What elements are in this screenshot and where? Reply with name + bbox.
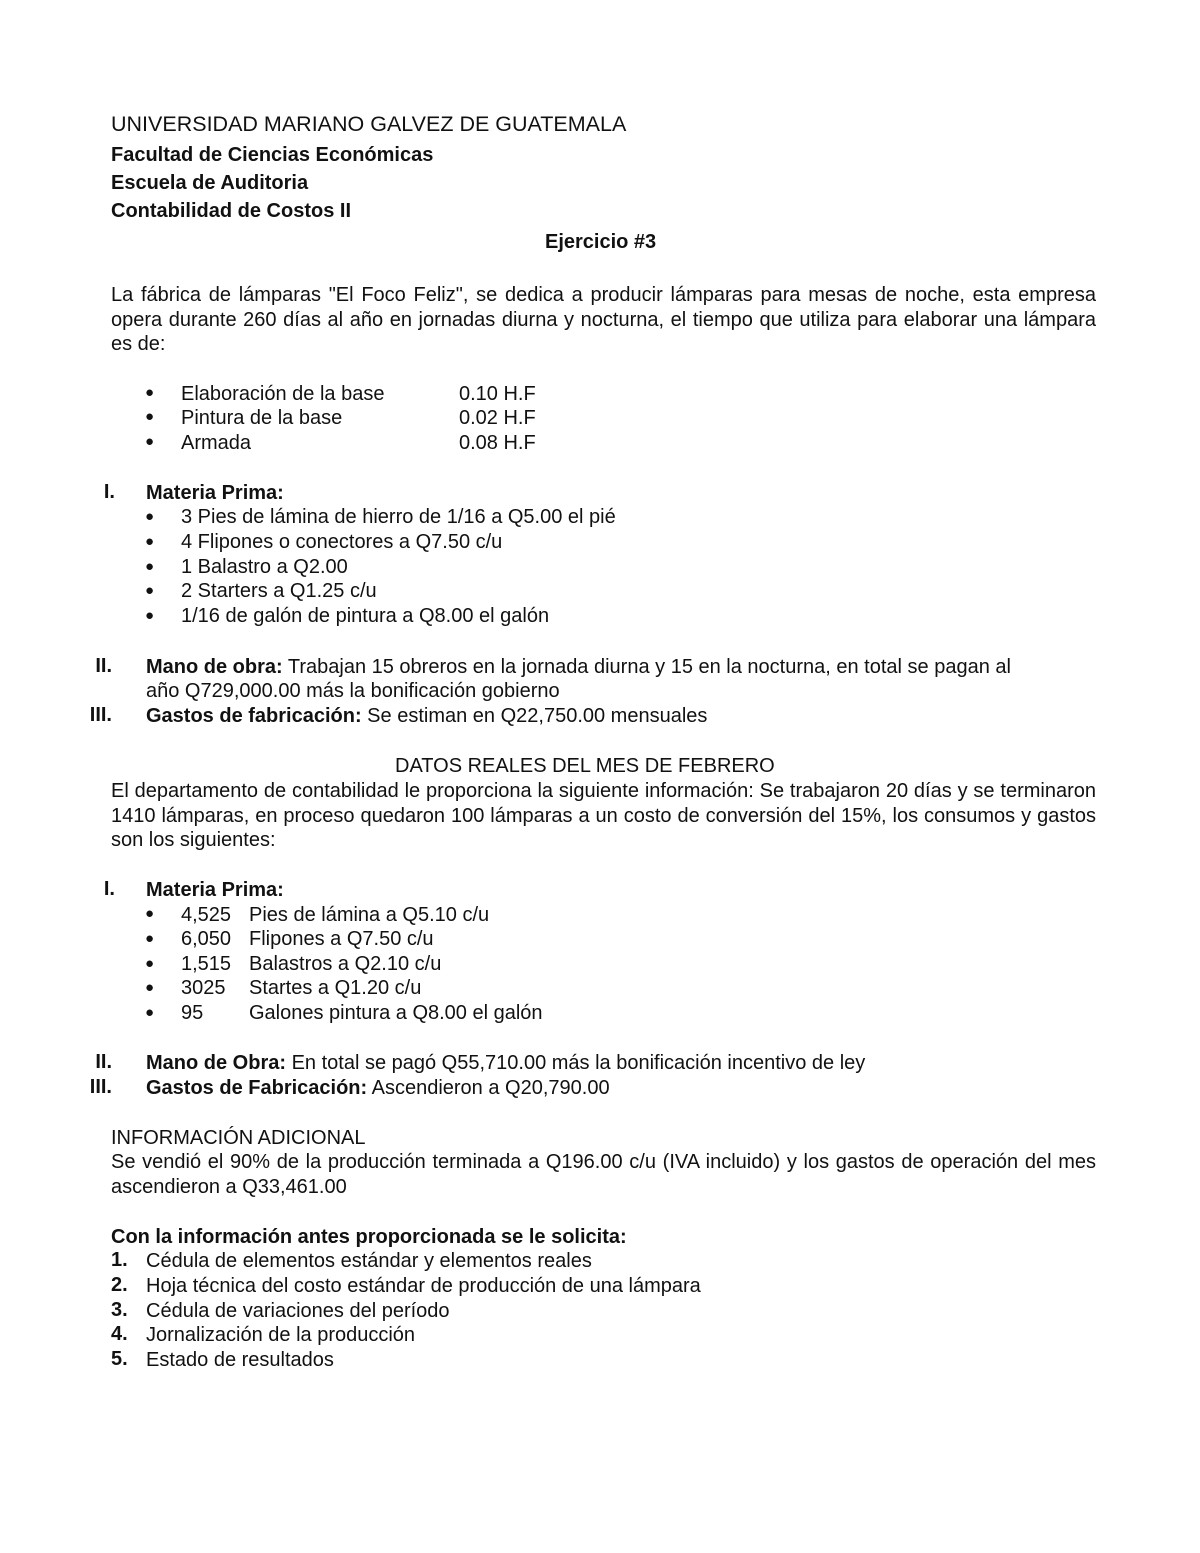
real-data-paragraph: El departamento de contabilidad le proporciona la siguiente información: Se trabajaron 20 días y se terminaron 1410 lámparas, en proceso quedaron 100 lámparas a un costo de conversión del 15%, los consumos y gastos son los siguientes: [111, 780, 1096, 851]
request-item: Jornalización de la producción [146, 1324, 416, 1346]
real-item-qty: 1,515 [181, 953, 232, 975]
bullet-icon: ● [145, 408, 155, 425]
list-item: 2 Starters a Q1.25 c/u [181, 580, 377, 602]
time-value: 0.02 H.F [459, 407, 536, 429]
course-line: Contabilidad de Costos II [111, 200, 352, 222]
real-labor-text: En total se pagó Q55,710.00 más la bonificación incentivo de ley [286, 1052, 866, 1074]
section-title-gastos: Gastos de fabricación: [146, 705, 362, 727]
labor-text-cont: año Q729,000.00 más la bonificación gobierno [146, 680, 560, 702]
request-title: Con la información antes proporcionada se le solicita: [111, 1226, 627, 1248]
list-item: 4 Flipones o conectores a Q7.50 c/u [181, 531, 503, 553]
time-label: Elaboración de la base [181, 383, 385, 405]
bullet-icon: ● [145, 582, 155, 599]
bullet-icon: ● [145, 930, 155, 947]
time-label: Armada [181, 432, 252, 454]
additional-paragraph: Se vendió el 90% de la producción terminada a Q196.00 c/u (IVA incluido) y los gastos de operación del mes ascendieron a Q33,461.00 [111, 1151, 1096, 1198]
real-item-qty: 4,525 [181, 904, 232, 926]
labor-paragraph [146, 655, 1011, 679]
bullet-icon: ● [145, 1004, 155, 1021]
section-title-mano-obra: Mano de obra: [146, 656, 283, 678]
request-number: 2. [111, 1274, 128, 1296]
school-line: Escuela de Auditoria [111, 172, 309, 194]
request-item: Cédula de variaciones del período [146, 1300, 450, 1322]
real-item-desc: Galones pintura a Q8.00 el galón [249, 1002, 543, 1024]
overhead-paragraph [146, 704, 707, 728]
faculty-line: Facultad de Ciencias Económicas [111, 144, 434, 166]
time-value: 0.08 H.F [459, 432, 536, 454]
real-item-desc: Startes a Q1.20 c/u [249, 977, 422, 999]
roman-numeral: III. [89, 704, 112, 726]
real-data-title: DATOS REALES DEL MES DE FEBRERO [395, 755, 775, 777]
bullet-icon: ● [145, 433, 155, 450]
exercise-title: Ejercicio #3 [545, 231, 657, 253]
roman-numeral: II. [95, 1051, 112, 1073]
bullet-icon: ● [145, 979, 155, 996]
bullet-icon: ● [145, 905, 155, 922]
request-number: 1. [111, 1249, 128, 1271]
roman-numeral: I. [103, 878, 115, 900]
section-title-mano-obra-real: Mano de Obra: [146, 1052, 287, 1074]
request-number: 5. [111, 1348, 128, 1370]
section-title-gastos-real: Gastos de Fabricación: [146, 1077, 368, 1099]
request-item: Hoja técnica del costo estándar de producción de una lámpara [146, 1275, 701, 1297]
real-item-qty: 6,050 [181, 928, 232, 950]
request-item: Estado de resultados [146, 1349, 334, 1371]
labor-text: Trabajan 15 obreros en la jornada diurna y 15 en la nocturna, en total se pagan al [282, 656, 1011, 678]
bullet-icon: ● [145, 607, 155, 624]
real-item-qty: 95 [181, 1002, 204, 1024]
time-value: 0.10 H.F [459, 383, 536, 405]
bullet-icon: ● [145, 558, 155, 575]
request-number: 3. [111, 1299, 128, 1321]
section-title-materia-prima-real: Materia Prima: [146, 879, 284, 901]
time-label: Pintura de la base [181, 407, 343, 429]
real-overhead-text: Ascendieron a Q20,790.00 [367, 1077, 610, 1099]
overhead-text: Se estiman en Q22,750.00 mensuales [361, 705, 708, 727]
bullet-icon: ● [145, 533, 155, 550]
roman-numeral: II. [95, 655, 112, 677]
list-item: 1 Balastro a Q2.00 [181, 556, 348, 578]
section-title-materia-prima: Materia Prima: [146, 482, 284, 504]
list-item: 3 Pies de lámina de hierro de 1/16 a Q5.00 el pié [181, 506, 616, 528]
real-item-desc: Balastros a Q2.10 c/u [249, 953, 442, 975]
roman-numeral: III. [89, 1076, 112, 1098]
additional-title: INFORMACIÓN ADICIONAL [111, 1127, 366, 1149]
bullet-icon: ● [145, 508, 155, 525]
roman-numeral: I. [103, 481, 115, 503]
list-item: 1/16 de galón de pintura a Q8.00 el galón [181, 605, 550, 627]
university-title: UNIVERSIDAD MARIANO GALVEZ DE GUATEMALA [111, 112, 627, 136]
real-labor-paragraph [146, 1051, 865, 1075]
real-item-qty: 3025 [181, 977, 226, 999]
request-number: 4. [111, 1323, 128, 1345]
intro-paragraph: La fábrica de lámparas "El Foco Feliz", se dedica a producir lámparas para mesas de noche, esta empresa opera durante 260 días al año en jornadas diurna y nocturna, el tiempo que utiliza para elaborar una lámpara es de: [111, 284, 1096, 355]
real-overhead-paragraph [146, 1076, 610, 1100]
bullet-icon: ● [145, 955, 155, 972]
bullet-icon: ● [145, 384, 155, 401]
real-item-desc: Pies de lámina a Q5.10 c/u [249, 904, 490, 926]
real-item-desc: Flipones a Q7.50 c/u [249, 928, 434, 950]
request-item: Cédula de elementos estándar y elementos reales [146, 1250, 592, 1272]
